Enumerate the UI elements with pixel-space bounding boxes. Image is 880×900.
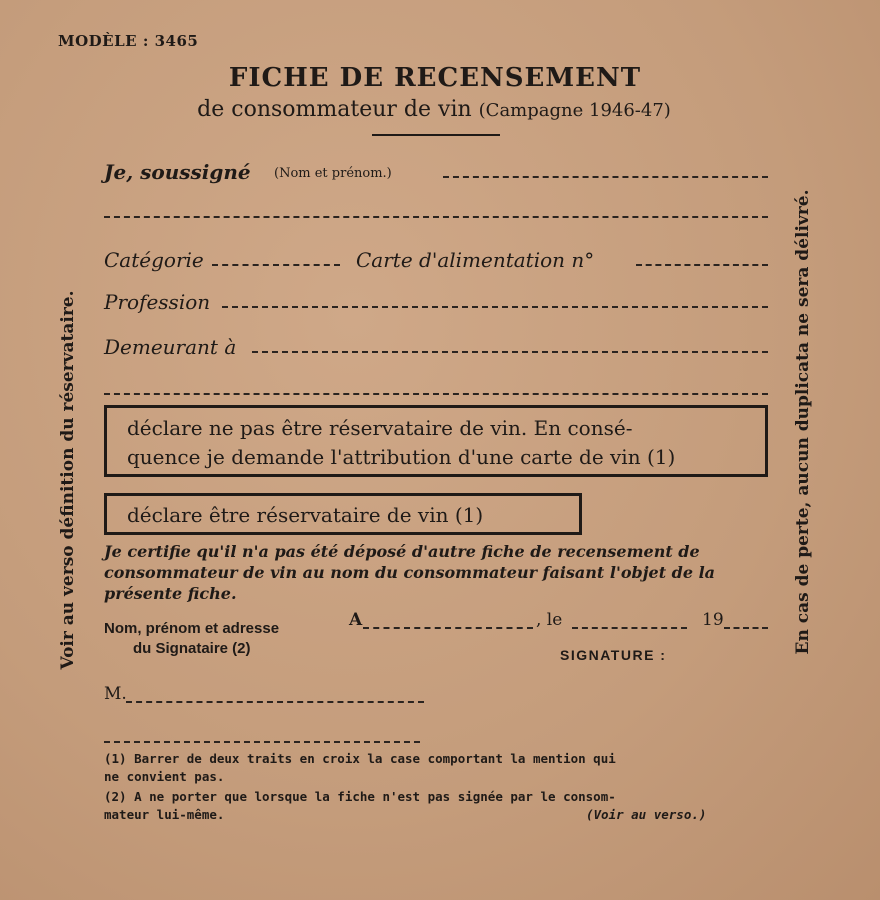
form-subtitle	[0, 97, 880, 122]
footnote-1-line1: (1) Barrer de deux traits en croix la case comportant la mention qui	[104, 751, 616, 766]
not-reservataire-line2: quence je demande l'attribution d'une carte de vin (1)	[127, 445, 676, 469]
signatory-label-2: du Signataire (2)	[133, 640, 251, 657]
title-rule	[372, 134, 500, 136]
signatory-field[interactable]	[126, 701, 424, 703]
year-prefix: 19	[702, 610, 724, 630]
carte-label: Carte d'alimentation n°	[356, 248, 595, 272]
soussigne-hint: (Nom et prénom.)	[274, 166, 392, 181]
not-reservataire-line1: déclare ne pas être réservataire de vin. En consé-	[127, 416, 633, 440]
place-field[interactable]	[363, 627, 533, 629]
demeurant-field[interactable]	[252, 351, 768, 353]
footnote-1-line2: ne convient pas.	[104, 769, 225, 784]
footnote-2-line2: mateur lui-même.	[104, 807, 225, 822]
date-prefix: , le	[536, 610, 563, 630]
form-title-text: FICHE DE RECENSEMENT	[228, 63, 642, 93]
reservataire-box[interactable]	[104, 493, 582, 535]
footnote-2-line1: (2) A ne porter que lorsque la fiche n'est pas signée par le consom-	[104, 789, 616, 804]
signature-label: SIGNATURE :	[560, 647, 667, 663]
footnote-separator	[104, 741, 420, 743]
date-field[interactable]	[572, 627, 687, 629]
certification-text: Je certifie qu'il n'a pas été déposé d'autre fiche de recensement de consommateur de vin au nom du consommateur faisant l'objet de la présente fiche.	[104, 542, 716, 603]
campaign-text: (Campagne 1946-47)	[478, 100, 671, 121]
profession-field[interactable]	[222, 306, 768, 308]
voir-au-verso: (Voir au verso.)	[586, 807, 707, 822]
demeurant-field-2[interactable]	[104, 393, 768, 395]
right-margin-note: En cas de perte, aucun duplicata ne sera délivré.	[793, 189, 813, 655]
categorie-label: Catégorie	[104, 248, 204, 272]
profession-label: Profession	[104, 290, 211, 314]
name-field-2[interactable]	[104, 216, 768, 218]
categorie-field[interactable]	[212, 264, 340, 266]
subtitle-text: de consommateur de vin	[197, 97, 472, 122]
soussigne-label: Je, soussigné	[104, 160, 251, 184]
year-field[interactable]	[724, 627, 768, 629]
reservataire-text: déclare être réservataire de vin (1)	[127, 503, 484, 527]
m-prefix: M.	[104, 684, 127, 704]
signatory-label-1: Nom, prénom et adresse	[104, 620, 280, 637]
model-number: MODÈLE : 3465	[58, 32, 199, 50]
name-field[interactable]	[443, 176, 768, 178]
left-margin-note: Voir au verso définition du réservataire.	[58, 290, 78, 670]
demeurant-label: Demeurant à	[104, 335, 237, 359]
place-prefix: A	[349, 610, 363, 630]
not-reservataire-box[interactable]	[104, 405, 768, 477]
carte-field[interactable]	[636, 264, 768, 266]
form-title	[0, 63, 880, 93]
